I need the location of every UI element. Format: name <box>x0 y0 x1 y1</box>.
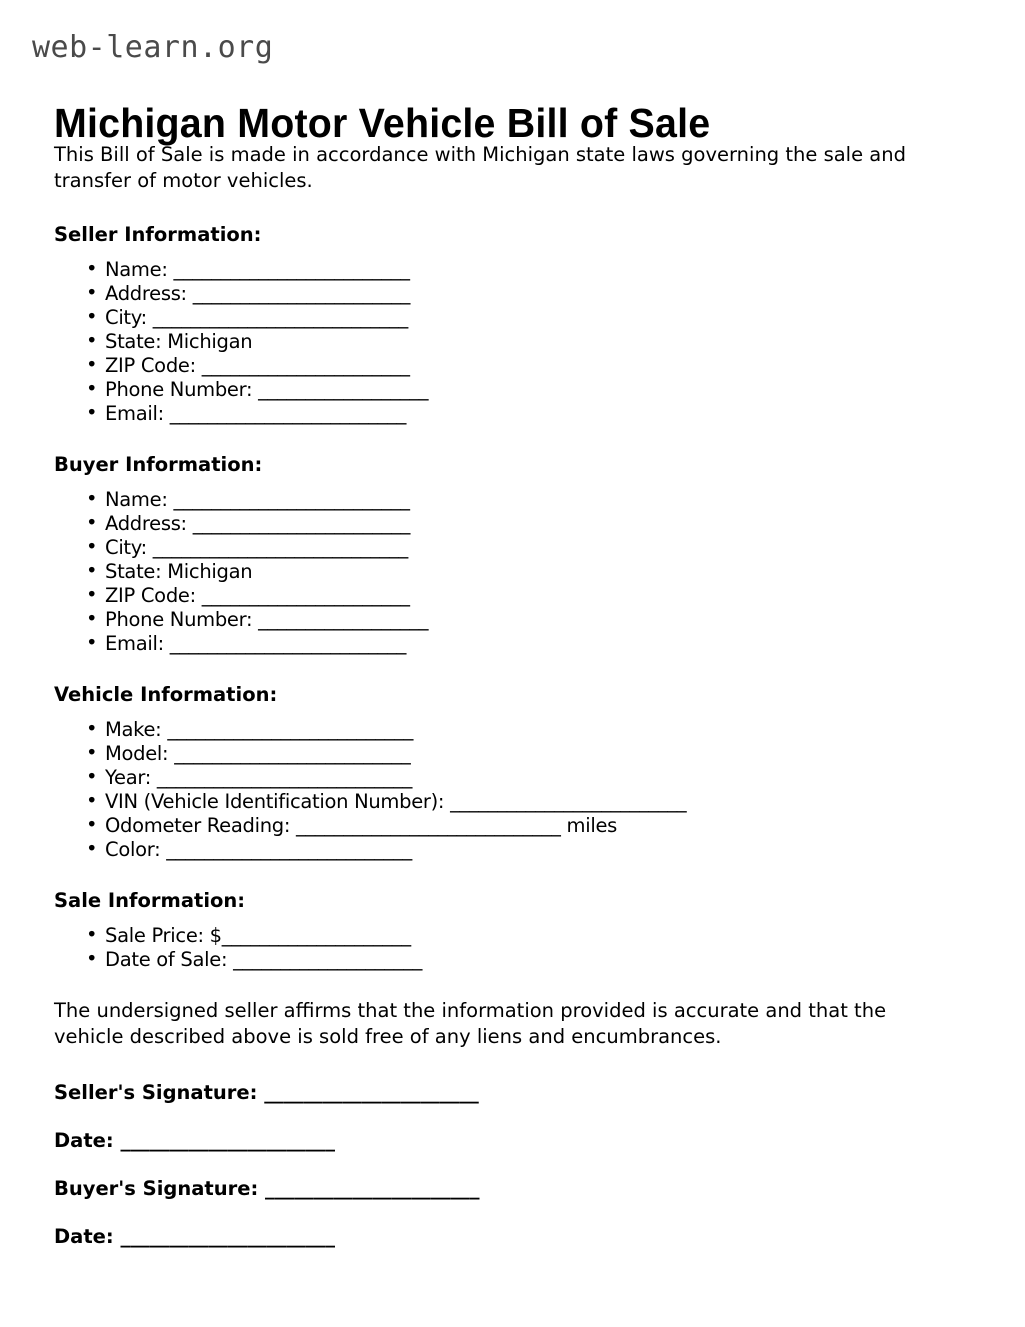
field-vehicle-model: Model: _________________________ <box>105 742 411 765</box>
vehicle-field-list <box>54 718 954 862</box>
list-item <box>54 402 954 426</box>
buyer-signature-line: Buyer's Signature: ______________________ <box>54 1177 480 1200</box>
seller-date-line: Date: ______________________ <box>54 1129 335 1152</box>
buyer-date-line: Date: ______________________ <box>54 1225 335 1248</box>
page-title: Michigan Motor Vehicle Bill of Sale <box>54 100 711 147</box>
field-seller-city: City: ___________________________ <box>105 306 408 329</box>
list-item <box>54 584 954 608</box>
list-item <box>54 560 954 584</box>
field-sale-date: Date of Sale: ____________________ <box>105 948 423 971</box>
field-buyer-state: State: Michigan <box>105 560 253 583</box>
list-item <box>54 790 954 814</box>
field-vehicle-make: Make: __________________________ <box>105 718 414 741</box>
section-heading-seller: Seller Information: <box>54 223 262 246</box>
list-item <box>54 948 954 972</box>
field-vehicle-color: Color: __________________________ <box>105 838 412 861</box>
affirmation-block <box>54 998 954 1050</box>
list-item <box>54 330 954 354</box>
field-buyer-address: Address: _______________________ <box>105 512 411 535</box>
field-vehicle-odometer: Odometer Reading: ____________________________ miles <box>105 814 618 837</box>
signature-block <box>54 1080 954 1250</box>
section-heading-buyer: Buyer Information: <box>54 453 263 476</box>
seller-signature-line: Seller's Signature: ______________________ <box>54 1081 479 1104</box>
list-item <box>54 488 954 512</box>
field-buyer-email: Email: _________________________ <box>105 632 407 655</box>
field-buyer-zip: ZIP Code: ______________________ <box>105 584 410 607</box>
list-item <box>54 838 954 862</box>
buyer-field-list <box>54 488 954 656</box>
section-heading-sale: Sale Information: <box>54 889 246 912</box>
field-vehicle-vin: VIN (Vehicle Identification Number): _________________________ <box>105 790 687 813</box>
document-body <box>54 142 954 1250</box>
field-seller-email: Email: _________________________ <box>105 402 407 425</box>
intro-paragraph: This Bill of Sale is made in accordance with Michigan state laws governing the sale and transfer of motor vehicles. <box>54 143 906 192</box>
list-item <box>54 718 954 742</box>
field-sale-price: Sale Price: $____________________ <box>105 924 411 947</box>
list-item <box>54 814 954 838</box>
field-seller-name: Name: _________________________ <box>105 258 410 281</box>
list-item <box>54 258 954 282</box>
affirmation-paragraph: The undersigned seller affirms that the information provided is accurate and that the vehicle described above is sold free of any liens and encumbrances. <box>54 999 887 1048</box>
list-item <box>54 766 954 790</box>
field-buyer-name: Name: _________________________ <box>105 488 410 511</box>
list-item <box>54 742 954 766</box>
field-seller-zip: ZIP Code: ______________________ <box>105 354 410 377</box>
list-item <box>54 306 954 330</box>
field-vehicle-year: Year: ___________________________ <box>105 766 413 789</box>
list-item <box>54 378 954 402</box>
field-seller-address: Address: _______________________ <box>105 282 411 305</box>
list-item <box>54 924 954 948</box>
list-item <box>54 536 954 560</box>
list-item <box>54 282 954 306</box>
list-item <box>54 354 954 378</box>
field-seller-phone: Phone Number: __________________ <box>105 378 429 401</box>
field-seller-state: State: Michigan <box>105 330 253 353</box>
section-heading-vehicle: Vehicle Information: <box>54 683 278 706</box>
seller-field-list <box>54 258 954 426</box>
site-watermark: web-learn.org <box>32 30 274 65</box>
field-buyer-city: City: ___________________________ <box>105 536 408 559</box>
field-buyer-phone: Phone Number: __________________ <box>105 608 429 631</box>
list-item <box>54 512 954 536</box>
list-item <box>54 632 954 656</box>
sale-field-list <box>54 924 954 972</box>
list-item <box>54 608 954 632</box>
